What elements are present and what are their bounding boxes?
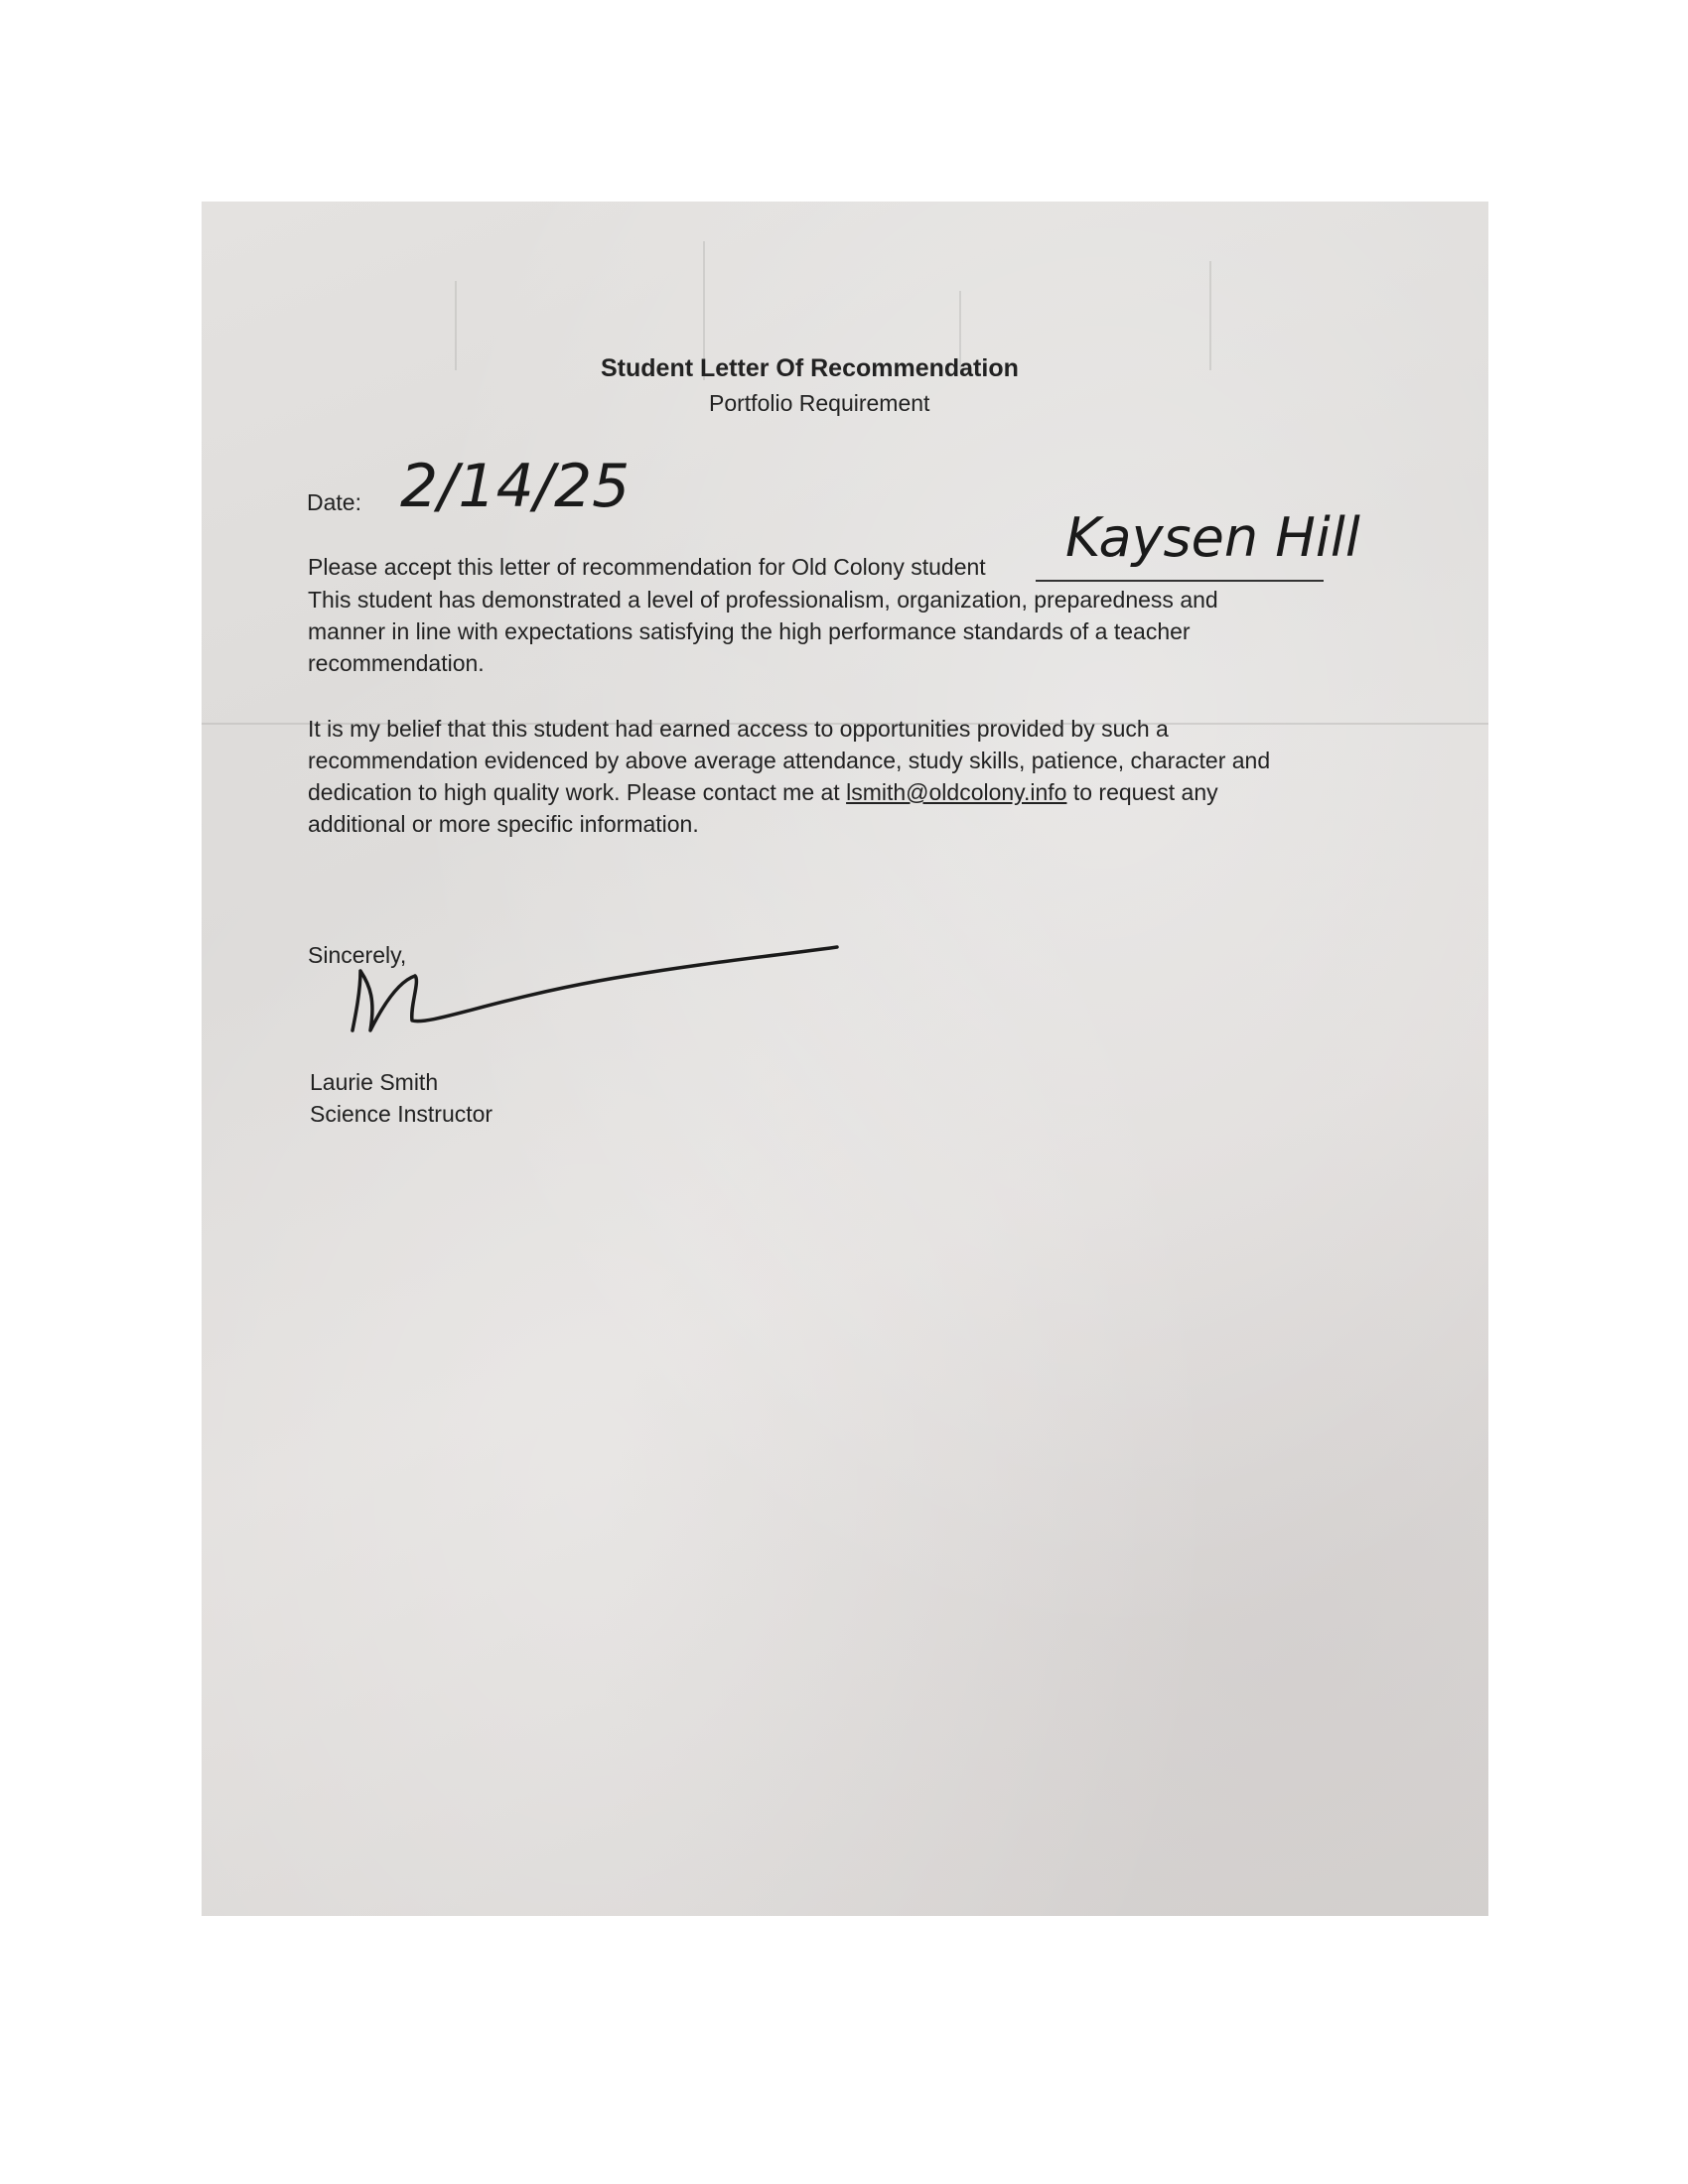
handwritten-date: 2/14/25 <box>400 452 631 521</box>
para1-line3: manner in line with expectations satisfying the high performance standards of a teacher <box>308 618 1191 644</box>
paper-crease <box>455 281 457 370</box>
date-label: Date: <box>307 489 361 515</box>
para1-line1: Please accept this letter of recommendation for Old Colony student <box>308 554 986 580</box>
handwritten-student-name: Kaysen Hill <box>1065 506 1360 569</box>
letter-paper <box>202 202 1488 1916</box>
para2-line3-prefix: dedication to high quality work. Please contact me at <box>308 779 840 805</box>
signer-name: Laurie Smith <box>310 1069 439 1095</box>
para2-line4: additional or more specific information. <box>308 811 699 837</box>
signer-title: Science Instructor <box>310 1101 493 1127</box>
paper-crease <box>1209 261 1211 370</box>
email-link[interactable]: lsmith@oldcolony.info <box>846 779 1067 805</box>
closing: Sincerely, <box>308 942 407 968</box>
para2-line2: recommendation evidenced by above average attendance, study skills, patience, character and <box>308 748 1271 773</box>
letter-title: Student Letter Of Recommendation <box>601 354 1019 382</box>
para2-line3 <box>308 776 1218 808</box>
para2-line1: It is my belief that this student had earned access to opportunities provided by such a <box>308 716 1169 742</box>
para1-line4: recommendation. <box>308 650 485 676</box>
para1-line2: This student has demonstrated a level of professionalism, organization, preparedness and <box>308 587 1218 613</box>
para2-line3-suffix: to request any <box>1072 779 1218 805</box>
student-name-underline <box>1036 580 1324 582</box>
letter-subtitle: Portfolio Requirement <box>709 390 930 416</box>
signature-mark <box>341 941 976 1040</box>
